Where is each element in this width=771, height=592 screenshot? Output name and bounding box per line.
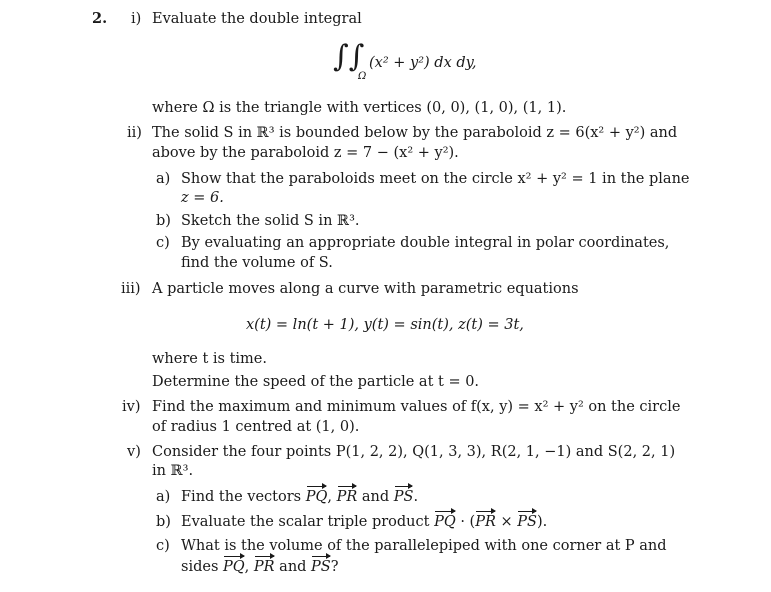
integrand: (x² + y²) dx dy, [369, 55, 477, 71]
integral-domain-symbol: Ω [358, 71, 367, 82]
part-ii-label: ii) [127, 125, 142, 141]
vector-pq: PQ [223, 559, 245, 575]
part-iv-line1: Find the maximum and minimum values of f(x, y) = x² + y² on the circle [152, 399, 681, 415]
part-v-a-label: a) [156, 489, 171, 505]
part-v-c-label: c) [156, 538, 170, 554]
part-iii-determine: Determine the speed of the particle at t = 0. [152, 374, 480, 390]
part-iii-intro: A particle moves along a curve with parametric equations [152, 281, 579, 297]
vector-ps: PS [517, 514, 537, 530]
vector-pr: PR [475, 514, 496, 530]
part-i-where: where Ω is the triangle with vertices (0, 0), (1, 0), (1, 1). [152, 100, 567, 116]
part-i-label: i) [131, 11, 142, 27]
vector-pq: PQ [434, 514, 456, 530]
part-ii-c-line1: By evaluating an appropriate double integral in polar coordinates, [181, 235, 670, 251]
part-i-intro: Evaluate the double integral [152, 11, 362, 27]
part-v-c-line2: sides PQ, PR and PS? [181, 559, 339, 575]
part-ii-b-label: b) [156, 213, 171, 229]
vector-pq: PQ [305, 489, 328, 505]
vector-ps: PS [311, 559, 331, 575]
part-ii-a-label: a) [156, 171, 171, 187]
vector-pr: PR [253, 559, 275, 575]
part-iv-label: iv) [122, 399, 141, 415]
parametric-equations: x(t) = ln(t + 1), y(t) = sin(t), z(t) = 3t, [246, 317, 524, 333]
part-v-a-text: Find the vectors PQ, PR and PS. [181, 489, 419, 505]
part-v-line1: Consider the four points P(1, 2, 2), Q(1, 3, 3), R(2, 1, −1) and S(2, 2, 1) [152, 444, 676, 460]
part-v-b-label: b) [156, 514, 171, 530]
part-iii-where: where t is time. [152, 351, 267, 367]
part-ii-line2: above by the paraboloid z = 7 − (x² + y²). [152, 145, 459, 161]
part-ii-a-line2: z = 6. [181, 190, 224, 206]
vector-pr: PR [336, 489, 358, 505]
part-iv-line2: of radius 1 centred at (1, 0). [152, 419, 360, 435]
part-v-label: v) [127, 444, 141, 460]
part-ii-a-line1: Show that the paraboloids meet on the circle x² + y² = 1 in the plane [181, 171, 690, 187]
part-v-b-text: Evaluate the scalar triple product PQ · (PR × PS). [181, 514, 548, 530]
vector-ps: PS [393, 489, 414, 505]
part-v-line2: in ℝ³. [152, 463, 194, 479]
part-ii-b-text: Sketch the solid S in ℝ³. [181, 213, 360, 229]
part-v-c-line1: What is the volume of the parallelepiped with one corner at P and [181, 538, 667, 554]
part-ii-c-line2: find the volume of S. [181, 255, 333, 271]
part-ii-line1: The solid S in ℝ³ is bounded below by the paraboloid z = 6(x² + y²) and [152, 125, 678, 141]
part-ii-c-label: c) [156, 235, 170, 251]
part-iii-label: iii) [121, 281, 141, 297]
question-number: 2. [92, 10, 108, 27]
double-integral-sign: ∫∫ [333, 39, 365, 74]
